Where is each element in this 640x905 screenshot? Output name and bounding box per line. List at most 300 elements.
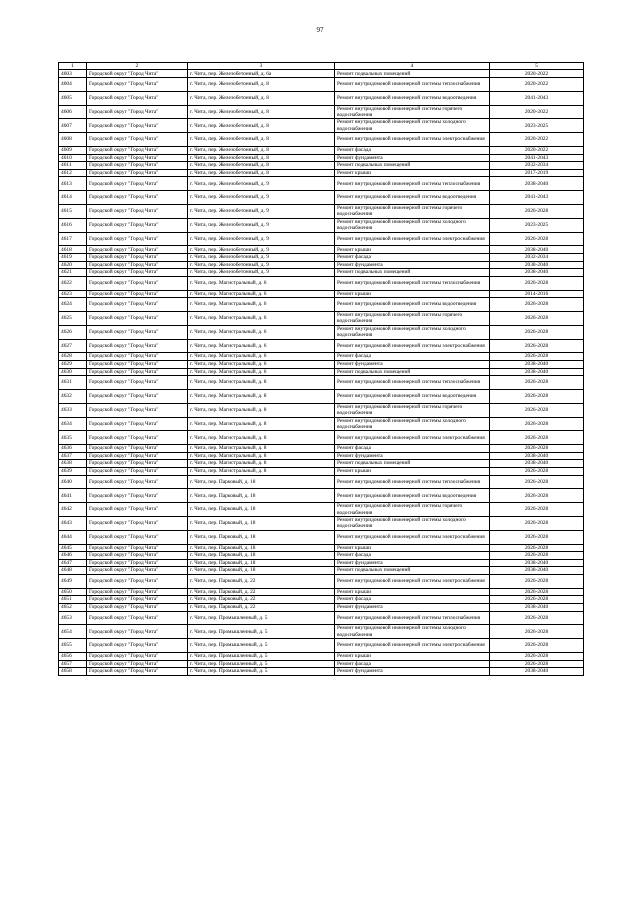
period-cell: 2026-2028 [490, 431, 584, 445]
period-cell: 2026-2028 [490, 403, 584, 417]
period-cell: 2026-2028 [490, 311, 584, 325]
address-cell: г. Чита, пер. Магистральный, д. 6 [188, 311, 335, 325]
period-cell: 2026-2028 [490, 625, 584, 639]
period-cell: 2026-2028 [490, 204, 584, 218]
row-number-cell: 4628 [59, 353, 87, 361]
period-cell: 2026-2028 [490, 445, 584, 453]
row-number-cell: 4605 [59, 91, 87, 105]
work-type-cell: Ремонт внутридомовой инженерной системы электроснабжения [335, 574, 490, 588]
row-number-cell: 4612 [59, 169, 87, 177]
period-cell: 2026-2028 [490, 467, 584, 475]
period-cell: 2026-2028 [490, 588, 584, 596]
municipality-cell: Городской округ "Город Чита" [87, 191, 188, 205]
work-type-cell: Ремонт фасада [335, 254, 490, 262]
table-row [59, 460, 584, 468]
table-row [59, 169, 584, 177]
table-row [59, 389, 584, 403]
period-cell: 2026-2028 [490, 298, 584, 312]
period-cell: 2026-2028 [490, 276, 584, 290]
row-number-cell: 4640 [59, 475, 87, 489]
address-cell: г. Чита, пер. Парковый, д. 22 [188, 588, 335, 596]
row-number-cell: 4626 [59, 325, 87, 339]
period-cell: 2026-2028 [490, 339, 584, 353]
row-number-cell: 4620 [59, 261, 87, 269]
header-col-2: 2 [87, 63, 188, 70]
address-cell: г. Чита, пер. Парковый, д. 22 [188, 603, 335, 611]
row-number-cell: 4658 [59, 668, 87, 676]
row-number-cell: 4631 [59, 376, 87, 390]
municipality-cell: Городской округ "Город Чита" [87, 276, 188, 290]
municipality-cell: Городской округ "Город Чита" [87, 78, 188, 92]
table-row [59, 588, 584, 596]
period-cell: 2038-2040 [490, 559, 584, 567]
municipality-cell: Городской округ "Город Чита" [87, 475, 188, 489]
work-type-cell: Ремонт внутридомовой инженерной системы электроснабжения [335, 530, 490, 544]
municipality-cell: Городской округ "Город Чита" [87, 177, 188, 191]
municipality-cell: Городской округ "Город Чита" [87, 603, 188, 611]
period-cell: 2026-2028 [490, 552, 584, 560]
municipality-cell: Городской округ "Город Чита" [87, 232, 188, 246]
period-cell: 2017-2019 [490, 169, 584, 177]
address-cell: г. Чита, пер. Железобетонный, д. 8 [188, 91, 335, 105]
period-cell: 2041-2043 [490, 154, 584, 162]
address-cell: г. Чита, пер. Парковый, д. 18 [188, 544, 335, 552]
table-row [59, 91, 584, 105]
table-row [59, 232, 584, 246]
table-row [59, 417, 584, 431]
row-number-cell: 4632 [59, 389, 87, 403]
municipality-cell: Городской округ "Город Чита" [87, 376, 188, 390]
work-type-cell: Ремонт внутридомовой инженерной системы теплоснабжения [335, 611, 490, 625]
municipality-cell: Городской округ "Город Чита" [87, 105, 188, 119]
work-type-cell: Ремонт внутридомовой инженерной системы водоотведения [335, 191, 490, 205]
municipality-cell: Городской округ "Город Чита" [87, 169, 188, 177]
work-type-cell: Ремонт внутридомовой инженерной системы горячего водоснабжения [335, 503, 490, 517]
municipality-cell: Городской округ "Город Чита" [87, 596, 188, 604]
period-cell: 2026-2028 [490, 325, 584, 339]
work-type-cell: Ремонт внутридомовой инженерной системы горячего водоснабжения [335, 204, 490, 218]
period-cell: 2026-2028 [490, 376, 584, 390]
row-number-cell: 4644 [59, 530, 87, 544]
table-row [59, 652, 584, 660]
work-type-cell: Ремонт внутридомовой инженерной системы теплоснабжения [335, 177, 490, 191]
address-cell: г. Чита, пер. Магистральный, д. 8 [188, 445, 335, 453]
municipality-cell: Городской округ "Город Чита" [87, 70, 188, 78]
municipality-cell: Городской округ "Город Чита" [87, 445, 188, 453]
table-row [59, 147, 584, 155]
row-number-cell: 4618 [59, 246, 87, 254]
row-number-cell: 4614 [59, 191, 87, 205]
period-cell: 2038-2040 [490, 246, 584, 254]
period-cell: 2026-2028 [490, 652, 584, 660]
period-cell: 2026-2028 [490, 574, 584, 588]
work-type-cell: Ремонт фасада [335, 596, 490, 604]
address-cell: г. Чита, пер. Железобетонный, д. 8 [188, 169, 335, 177]
municipality-cell: Городской округ "Город Чита" [87, 298, 188, 312]
period-cell: 2026-2028 [490, 660, 584, 668]
municipality-cell: Городской округ "Город Чита" [87, 588, 188, 596]
table-row [59, 246, 584, 254]
work-type-cell: Ремонт фундамента [335, 154, 490, 162]
address-cell: г. Чита, пер. Магистральный, д. 8 [188, 431, 335, 445]
row-number-cell: 4643 [59, 516, 87, 530]
table-row [59, 445, 584, 453]
table-row [59, 218, 584, 232]
period-cell: 2026-2028 [490, 475, 584, 489]
period-cell: 2041-2043 [490, 191, 584, 205]
period-cell: 2041-2043 [490, 91, 584, 105]
work-type-cell: Ремонт внутридомовой инженерной системы теплоснабжения [335, 376, 490, 390]
municipality-cell: Городской округ "Город Чита" [87, 611, 188, 625]
table-row [59, 452, 584, 460]
table-row [59, 574, 584, 588]
period-cell: 2026-2028 [490, 544, 584, 552]
address-cell: г. Чита, пер. Парковый, д. 18 [188, 567, 335, 575]
work-type-cell: Ремонт крыши [335, 290, 490, 298]
row-number-cell: 4645 [59, 544, 87, 552]
address-cell: г. Чита, пер. Магистральный, д. 6 [188, 298, 335, 312]
row-number-cell: 4646 [59, 552, 87, 560]
work-type-cell: Ремонт подвальных помещений [335, 460, 490, 468]
table-row [59, 154, 584, 162]
page-number: 97 [316, 26, 324, 34]
row-number-cell: 4652 [59, 603, 87, 611]
work-type-cell: Ремонт крыши [335, 652, 490, 660]
work-type-cell: Ремонт крыши [335, 544, 490, 552]
municipality-cell: Городской округ "Город Чита" [87, 467, 188, 475]
row-number-cell: 4621 [59, 269, 87, 277]
table-row [59, 668, 584, 676]
table-row [59, 552, 584, 560]
period-cell: 2026-2028 [490, 353, 584, 361]
row-number-cell: 4653 [59, 611, 87, 625]
work-type-cell: Ремонт внутридомовой инженерной системы горячего водоснабжения [335, 403, 490, 417]
work-type-cell: Ремонт внутридомовой инженерной системы холодного водоснабжения [335, 119, 490, 133]
table-row [59, 254, 584, 262]
municipality-cell: Городской округ "Город Чита" [87, 452, 188, 460]
municipality-cell: Городской округ "Город Чита" [87, 460, 188, 468]
table-row [59, 403, 584, 417]
work-type-cell: Ремонт фундамента [335, 261, 490, 269]
address-cell: г. Чита, пер. Промышленный, д. 5 [188, 639, 335, 653]
table-row [59, 353, 584, 361]
period-cell: 2038-2040 [490, 261, 584, 269]
table-row [59, 489, 584, 503]
address-cell: г. Чита, пер. Промышленный, д. 5 [188, 668, 335, 676]
work-type-cell: Ремонт внутридомовой инженерной системы электроснабжения [335, 133, 490, 147]
table-row [59, 162, 584, 170]
table-row [59, 596, 584, 604]
table-row [59, 475, 584, 489]
header-col-3: 3 [188, 63, 335, 70]
table-row [59, 516, 584, 530]
period-cell: 2032-2034 [490, 254, 584, 262]
work-type-cell: Ремонт фасада [335, 147, 490, 155]
header-col-1: 1 [59, 63, 87, 70]
address-cell: г. Чита, пер. Парковый, д. 18 [188, 559, 335, 567]
row-number-cell: 4624 [59, 298, 87, 312]
row-number-cell: 4629 [59, 360, 87, 368]
municipality-cell: Городской округ "Город Чита" [87, 91, 188, 105]
work-type-cell: Ремонт подвальных помещений [335, 567, 490, 575]
municipality-cell: Городской округ "Город Чита" [87, 417, 188, 431]
municipality-cell: Городской округ "Город Чита" [87, 503, 188, 517]
table-row [59, 177, 584, 191]
municipality-cell: Городской округ "Город Чита" [87, 353, 188, 361]
table-row [59, 625, 584, 639]
row-number-cell: 4637 [59, 452, 87, 460]
table-row [59, 530, 584, 544]
work-type-cell: Ремонт фасада [335, 660, 490, 668]
work-type-cell: Ремонт внутридомовой инженерной системы электроснабжения [335, 232, 490, 246]
period-cell: 2038-2040 [490, 368, 584, 376]
row-number-cell: 4654 [59, 625, 87, 639]
municipality-cell: Городской округ "Город Чита" [87, 552, 188, 560]
work-type-cell: Ремонт внутридомовой инженерной системы водоотведения [335, 298, 490, 312]
period-cell: 2014-2016 [490, 290, 584, 298]
address-cell: г. Чита, пер. Железобетонный, д. 8 [188, 78, 335, 92]
period-cell: 2038-2040 [490, 269, 584, 277]
address-cell: г. Чита, пер. Парковый, д. 18 [188, 552, 335, 560]
row-number-cell: 4619 [59, 254, 87, 262]
address-cell: г. Чита, пер. Парковый, д. 18 [188, 489, 335, 503]
work-type-cell: Ремонт внутридомовой инженерной системы электроснабжения [335, 639, 490, 653]
municipality-cell: Городской округ "Город Чита" [87, 660, 188, 668]
header-col-5: 5 [490, 63, 584, 70]
period-cell: 2038-2040 [490, 567, 584, 575]
address-cell: г. Чита, пер. Железобетонный, д. 6а [188, 70, 335, 78]
work-type-cell: Ремонт подвальных помещений [335, 70, 490, 78]
address-cell: г. Чита, пер. Железобетонный, д. 9 [188, 254, 335, 262]
period-cell: 2038-2040 [490, 177, 584, 191]
table-row [59, 567, 584, 575]
work-type-cell: Ремонт крыши [335, 467, 490, 475]
municipality-cell: Городской округ "Город Чита" [87, 639, 188, 653]
period-cell: 2026-2028 [490, 596, 584, 604]
address-cell: г. Чита, пер. Железобетонный, д. 9 [188, 269, 335, 277]
row-number-cell: 4657 [59, 660, 87, 668]
work-type-cell: Ремонт внутридомовой инженерной системы водоотведения [335, 91, 490, 105]
work-type-cell: Ремонт внутридомовой инженерной системы электроснабжения [335, 431, 490, 445]
municipality-cell: Городской округ "Город Чита" [87, 254, 188, 262]
work-type-cell: Ремонт крыши [335, 588, 490, 596]
table-row [59, 191, 584, 205]
address-cell: г. Чита, пер. Железобетонный, д. 8 [188, 119, 335, 133]
table-row [59, 269, 584, 277]
table-row [59, 261, 584, 269]
row-number-cell: 4635 [59, 431, 87, 445]
row-number-cell: 4634 [59, 417, 87, 431]
municipality-cell: Городской округ "Город Чита" [87, 290, 188, 298]
row-number-cell: 4603 [59, 70, 87, 78]
period-cell: 2038-2040 [490, 452, 584, 460]
municipality-cell: Городской округ "Город Чита" [87, 339, 188, 353]
period-cell: 2026-2028 [490, 611, 584, 625]
address-cell: г. Чита, пер. Парковый, д. 18 [188, 516, 335, 530]
address-cell: г. Чита, пер. Железобетонный, д. 8 [188, 133, 335, 147]
work-type-cell: Ремонт внутридомовой инженерной системы теплоснабжения [335, 475, 490, 489]
address-cell: г. Чита, пер. Железобетонный, д. 9 [188, 246, 335, 254]
work-type-cell: Ремонт фасада [335, 353, 490, 361]
period-cell: 2020-2022 [490, 133, 584, 147]
municipality-cell: Городской округ "Город Чита" [87, 119, 188, 133]
row-number-cell: 4604 [59, 78, 87, 92]
work-type-cell: Ремонт фасада [335, 445, 490, 453]
period-cell: 2026-2028 [490, 503, 584, 517]
address-cell: г. Чита, пер. Железобетонный, д. 8 [188, 154, 335, 162]
period-cell: 2026-2028 [490, 530, 584, 544]
municipality-cell: Городской округ "Город Чита" [87, 544, 188, 552]
table-row [59, 431, 584, 445]
work-type-cell: Ремонт крыши [335, 169, 490, 177]
municipality-cell: Городской округ "Город Чита" [87, 431, 188, 445]
period-cell: 2026-2028 [490, 516, 584, 530]
municipality-cell: Городской округ "Город Чита" [87, 625, 188, 639]
address-cell: г. Чита, пер. Железобетонный, д. 8 [188, 162, 335, 170]
municipality-cell: Городской округ "Город Чита" [87, 368, 188, 376]
address-cell: г. Чита, пер. Магистральный, д. 8 [188, 403, 335, 417]
municipality-cell: Городской округ "Город Чита" [87, 204, 188, 218]
table-row [59, 276, 584, 290]
work-type-cell: Ремонт внутридомовой инженерной системы холодного водоснабжения [335, 516, 490, 530]
address-cell: г. Чита, пер. Магистральный, д. 6 [188, 290, 335, 298]
address-cell: г. Чита, пер. Магистральный, д. 6 [188, 360, 335, 368]
table-row [59, 639, 584, 653]
period-cell: 2023-2025 [490, 218, 584, 232]
municipality-cell: Городской округ "Город Чита" [87, 403, 188, 417]
table-row [59, 325, 584, 339]
work-type-cell: Ремонт внутридомовой инженерной системы водоотведения [335, 489, 490, 503]
municipality-cell: Городской округ "Город Чита" [87, 489, 188, 503]
row-number-cell: 4639 [59, 467, 87, 475]
row-number-cell: 4622 [59, 276, 87, 290]
table-row [59, 70, 584, 78]
table-row [59, 611, 584, 625]
period-cell: 2038-2040 [490, 460, 584, 468]
work-type-cell: Ремонт крыши [335, 246, 490, 254]
address-cell: г. Чита, пер. Железобетонный, д. 9 [188, 177, 335, 191]
municipality-cell: Городской округ "Город Чита" [87, 218, 188, 232]
row-number-cell: 4615 [59, 204, 87, 218]
table-row [59, 298, 584, 312]
table-row [59, 503, 584, 517]
table-row [59, 339, 584, 353]
table-row [59, 660, 584, 668]
address-cell: г. Чита, пер. Железобетонный, д. 9 [188, 261, 335, 269]
address-cell: г. Чита, пер. Магистральный, д. 6 [188, 325, 335, 339]
municipality-cell: Городской округ "Город Чита" [87, 147, 188, 155]
table-row [59, 105, 584, 119]
address-cell: г. Чита, пер. Магистральный, д. 6 [188, 339, 335, 353]
row-number-cell: 4625 [59, 311, 87, 325]
municipality-cell: Городской округ "Город Чита" [87, 516, 188, 530]
municipality-cell: Городской округ "Город Чита" [87, 652, 188, 660]
period-cell: 2038-2040 [490, 668, 584, 676]
municipality-cell: Городской округ "Город Чита" [87, 389, 188, 403]
row-number-cell: 4651 [59, 596, 87, 604]
address-cell: г. Чита, пер. Магистральный, д. 8 [188, 389, 335, 403]
header-col-4: 4 [335, 63, 490, 70]
row-number-cell: 4617 [59, 232, 87, 246]
address-cell: г. Чита, пер. Парковый, д. 18 [188, 475, 335, 489]
municipality-cell: Городской округ "Город Чита" [87, 360, 188, 368]
table-row [59, 360, 584, 368]
repair-schedule-table [58, 62, 584, 676]
period-cell: 2026-2028 [490, 489, 584, 503]
municipality-cell: Городской округ "Город Чита" [87, 530, 188, 544]
row-number-cell: 4616 [59, 218, 87, 232]
municipality-cell: Городской округ "Город Чита" [87, 261, 188, 269]
row-number-cell: 4606 [59, 105, 87, 119]
address-cell: г. Чита, пер. Магистральный, д. 8 [188, 417, 335, 431]
address-cell: г. Чита, пер. Магистральный, д. 6 [188, 368, 335, 376]
municipality-cell: Городской округ "Город Чита" [87, 567, 188, 575]
work-type-cell: Ремонт подвальных помещений [335, 368, 490, 376]
address-cell: г. Чита, пер. Железобетонный, д. 9 [188, 218, 335, 232]
work-type-cell: Ремонт фасада [335, 552, 490, 560]
municipality-cell: Городской округ "Город Чита" [87, 154, 188, 162]
table-row [59, 311, 584, 325]
work-type-cell: Ремонт фундамента [335, 668, 490, 676]
work-type-cell: Ремонт внутридомовой инженерной системы электроснабжения [335, 339, 490, 353]
address-cell: г. Чита, пер. Парковый, д. 22 [188, 574, 335, 588]
table-row [59, 133, 584, 147]
address-cell: г. Чита, пер. Магистральный, д. 8 [188, 460, 335, 468]
work-type-cell: Ремонт внутридомовой инженерной системы холодного водоснабжения [335, 625, 490, 639]
municipality-cell: Городской округ "Город Чита" [87, 246, 188, 254]
table-row [59, 376, 584, 390]
period-cell: 2020-2022 [490, 78, 584, 92]
table-row [59, 119, 584, 133]
row-number-cell: 4607 [59, 119, 87, 133]
period-cell: 2026-2028 [490, 417, 584, 431]
address-cell: г. Чита, пер. Магистральный, д. 6 [188, 276, 335, 290]
row-number-cell: 4623 [59, 290, 87, 298]
row-number-cell: 4648 [59, 567, 87, 575]
period-cell: 2038-2040 [490, 360, 584, 368]
work-type-cell: Ремонт внутридомовой инженерной системы теплоснабжения [335, 78, 490, 92]
work-type-cell: Ремонт внутридомовой инженерной системы холодного водоснабжения [335, 325, 490, 339]
table-row [59, 603, 584, 611]
address-cell: г. Чита, пер. Магистральный, д. 8 [188, 376, 335, 390]
period-cell: 2026-2028 [490, 389, 584, 403]
address-cell: г. Чита, пер. Парковый, д. 18 [188, 530, 335, 544]
table-row [59, 290, 584, 298]
period-cell: 2023-2025 [490, 119, 584, 133]
address-cell: г. Чита, пер. Магистральный, д. 8 [188, 467, 335, 475]
row-number-cell: 4649 [59, 574, 87, 588]
municipality-cell: Городской округ "Город Чита" [87, 325, 188, 339]
period-cell: 2032-2034 [490, 162, 584, 170]
row-number-cell: 4611 [59, 162, 87, 170]
row-number-cell: 4650 [59, 588, 87, 596]
address-cell: г. Чита, пер. Парковый, д. 18 [188, 503, 335, 517]
row-number-cell: 4633 [59, 403, 87, 417]
row-number-cell: 4636 [59, 445, 87, 453]
row-number-cell: 4642 [59, 503, 87, 517]
address-cell: г. Чита, пер. Промышленный, д. 5 [188, 625, 335, 639]
period-cell: 2020-2022 [490, 147, 584, 155]
work-type-cell: Ремонт фундамента [335, 452, 490, 460]
table-body [59, 70, 584, 675]
work-type-cell: Ремонт внутридомовой инженерной системы холодного водоснабжения [335, 218, 490, 232]
row-number-cell: 4627 [59, 339, 87, 353]
row-number-cell: 4647 [59, 559, 87, 567]
work-type-cell: Ремонт подвальных помещений [335, 269, 490, 277]
row-number-cell: 4610 [59, 154, 87, 162]
table-row [59, 467, 584, 475]
municipality-cell: Городской округ "Город Чита" [87, 162, 188, 170]
